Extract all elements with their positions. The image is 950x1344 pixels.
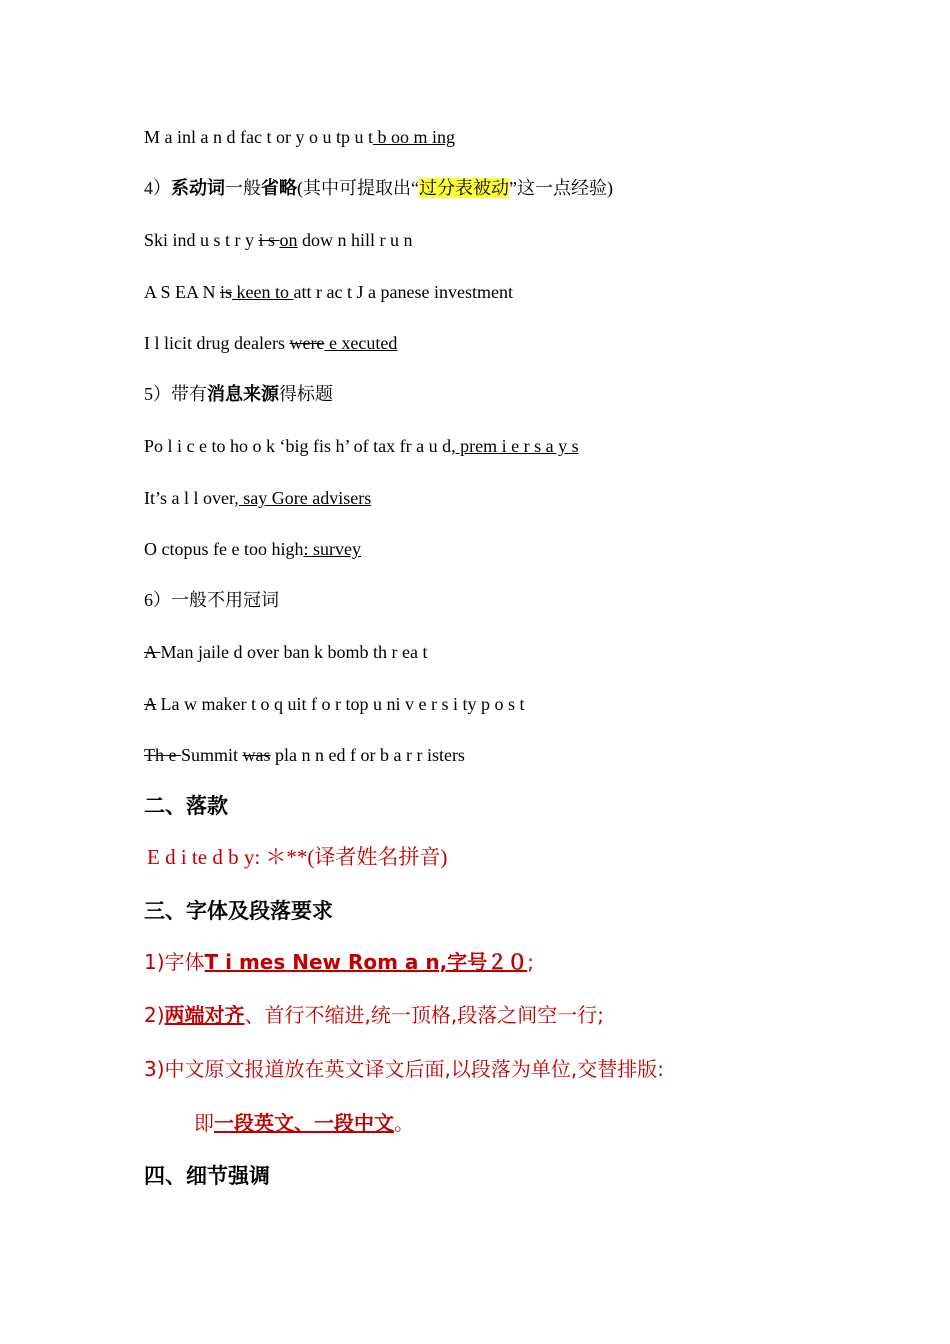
example-police: Po l i c e to ho o k ‘big fis h’ of tax fr a u d, prem i e r s a y s <box>144 436 579 456</box>
example-ski-industry: Ski ind u s t r y i s on dow n hill r u n <box>144 230 413 250</box>
example-gore: It’s a l l over, say Gore advisers <box>144 488 372 508</box>
rule-5-source: 5）带有消息来源得标题 <box>144 384 333 404</box>
edited-by-line: E d i te d b y: ＊**(译者姓名拼音) <box>147 845 448 869</box>
example-lawmaker: A La w maker t o q uit f o r top u ni v e r s i ty p o s t <box>144 694 525 714</box>
example-illicit-drug: I l licit drug dealers were e xecuted <box>144 333 398 353</box>
rule-6-articles: 6）一般不用冠词 <box>144 590 279 610</box>
section-heading-details: 四、细节强调 <box>144 1164 270 1188</box>
requirement-3-detail: 即一段英文、一段中文。 <box>194 1111 414 1135</box>
example-summit: Th e Summit was pla n n ed f or b a r r isters <box>144 745 465 765</box>
example-man-jailed: A Man jaile d over ban k bomb th r ea t <box>144 642 428 662</box>
section-heading-signature: 二、落款 <box>144 794 228 818</box>
requirement-1-font: 1)字体T i mes New Rom a n,字号２０; <box>144 950 534 974</box>
requirement-2-alignment: 2)两端对齐、首行不缩进,统一顶格,段落之间空一行; <box>144 1003 604 1027</box>
rule-4-linking-verb: 4）系动词一般省略(其中可提取出“过分表被动”这一点经验) <box>144 178 613 198</box>
example-octopus: O ctopus fe e too high: survey <box>144 539 361 559</box>
highlighted-text: 过分表被动 <box>418 178 509 198</box>
example-mainland-factory: M a inl a n d fac t or y o u tp u t b oo m ing <box>144 127 455 147</box>
example-asean: A S EA N is keen to att r ac t J a panese investment <box>144 282 513 302</box>
section-heading-font-paragraph: 三、字体及段落要求 <box>144 899 333 923</box>
requirement-3-layout: 3)中文原文报道放在英文译文后面,以段落为单位,交替排版: <box>144 1057 664 1081</box>
